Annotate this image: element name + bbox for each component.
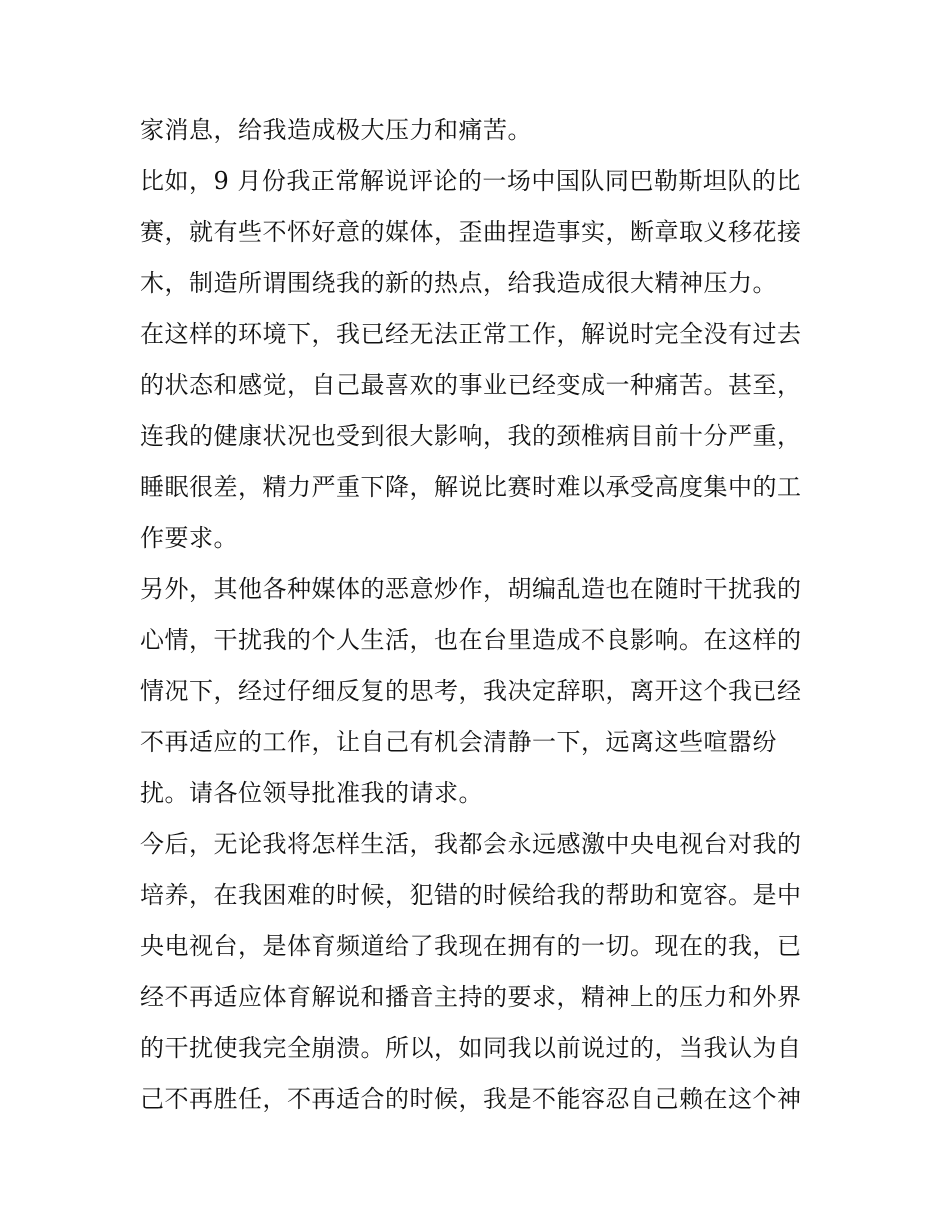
text-line: 己不再胜任，不再适合的时候，我是不能容忍自己赖在这个神 bbox=[140, 1085, 802, 1113]
text-line: 扰。请各位领导批准我的请求。 bbox=[140, 779, 483, 807]
text-line: 家消息，给我造成极大压力和痛苦。 bbox=[140, 116, 532, 144]
text-line: 心情，干扰我的个人生活，也在台里造成不良影响。在这样的 bbox=[140, 626, 802, 654]
text-line: 经不再适应体育解说和播音主持的要求，精神上的压力和外界 bbox=[140, 983, 802, 1011]
text-line: 作要求。 bbox=[140, 524, 238, 552]
text-line: 睡眠很差，精力严重下降，解说比赛时难以承受高度集中的工 bbox=[140, 473, 802, 501]
text-line: 培养，在我困难的时候，犯错的时候给我的帮助和宽容。是中 bbox=[140, 881, 802, 909]
text-line: 的状态和感觉，自己最喜欢的事业已经变成一种痛苦。甚至， bbox=[140, 371, 802, 399]
text-line: 另外，其他各种媒体的恶意炒作，胡编乱造也在随时干扰我的 bbox=[140, 575, 802, 603]
text-line: 不再适应的工作，让自己有机会清静一下，远离这些喧嚣纷 bbox=[140, 728, 777, 756]
text-line: 连我的健康状况也受到很大影响，我的颈椎病目前十分严重， bbox=[140, 422, 802, 450]
text-line: 比如，9 月份我正常解说评论的一场中国队同巴勒斯坦队的比 bbox=[140, 167, 801, 195]
text-line: 情况下，经过仔细反复的思考，我决定辞职，离开这个我已经 bbox=[140, 677, 802, 705]
text-line: 木，制造所谓围绕我的新的热点，给我造成很大精神压力。 bbox=[140, 269, 777, 297]
text-line: 的干扰使我完全崩溃。所以，如同我以前说过的，当我认为自 bbox=[140, 1034, 802, 1062]
text-line: 今后，无论我将怎样生活，我都会永远感激中央电视台对我的 bbox=[140, 830, 802, 858]
text-line: 央电视台，是体育频道给了我现在拥有的一切。现在的我，已 bbox=[140, 932, 802, 960]
text-line: 赛，就有些不怀好意的媒体，歪曲捏造事实，断章取义移花接 bbox=[140, 218, 802, 246]
text-line: 在这样的环境下，我已经无法正常工作，解说时完全没有过去 bbox=[140, 320, 802, 348]
document-body bbox=[140, 105, 820, 1125]
